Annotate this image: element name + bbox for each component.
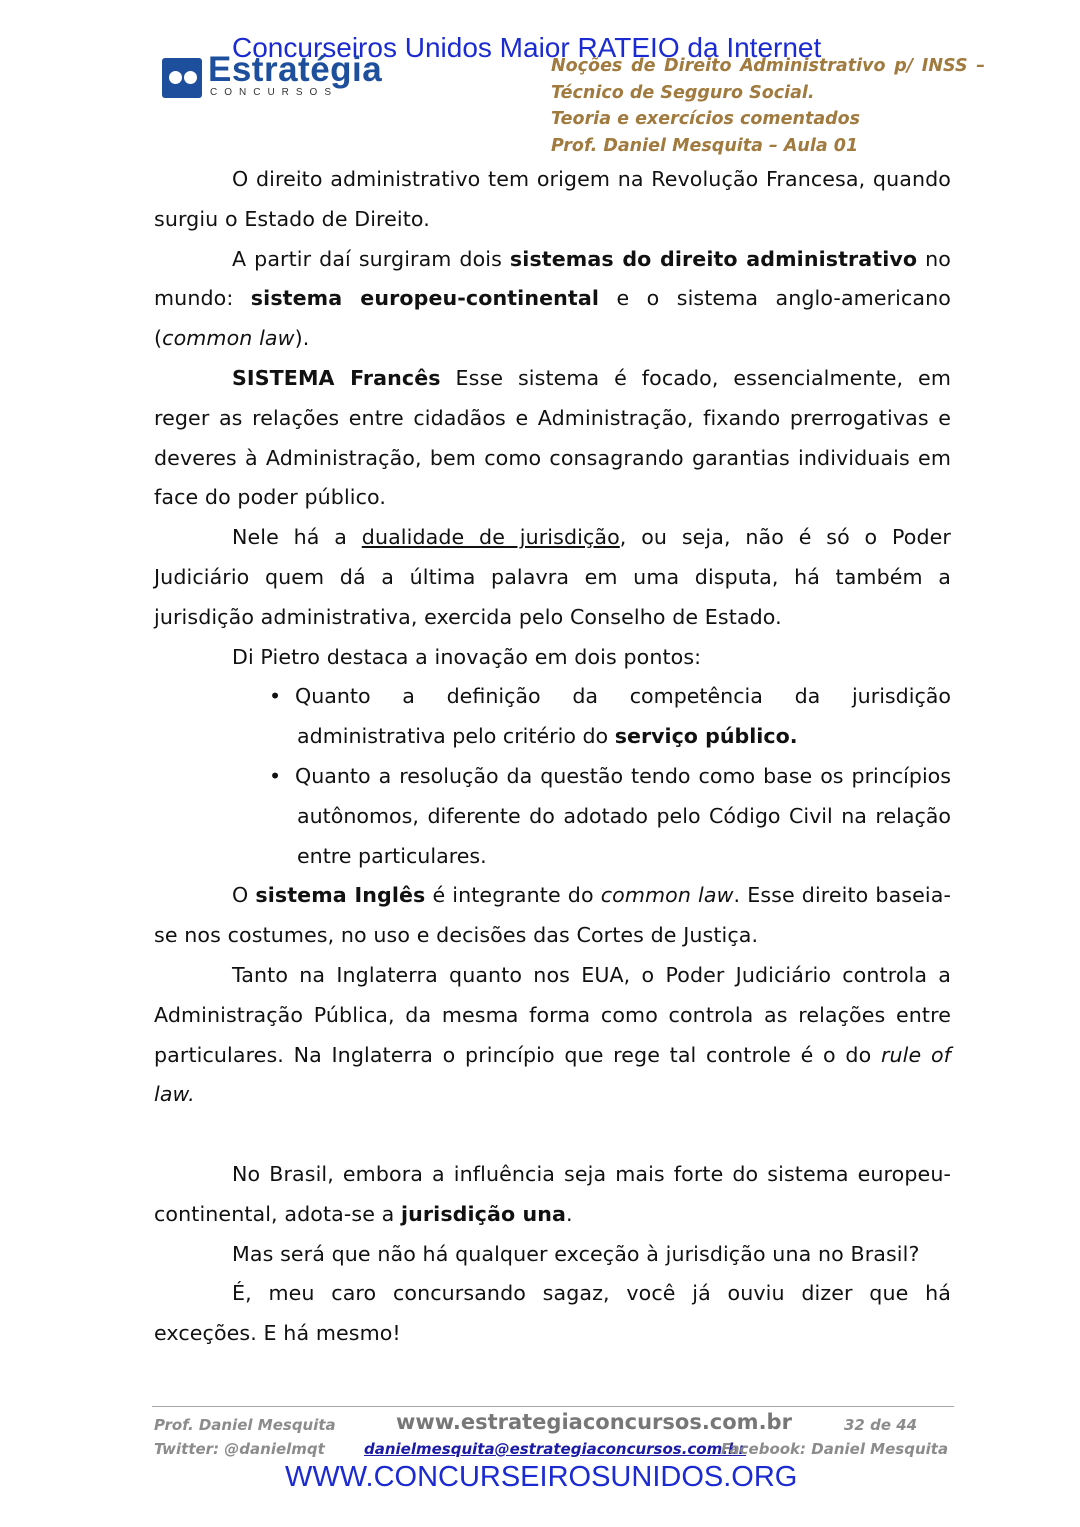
text-span: Quanto a resolução da questão tendo como base os princípios autônomos, diferente do adotado pelo Código Civil na relação entre particulares. <box>295 763 951 868</box>
page-header <box>551 53 985 159</box>
watermark-top: Concurseiros Unidos Maior RATEIO da Internet <box>232 32 822 63</box>
footer-twitter: Twitter: @danielmqt <box>154 1440 325 1458</box>
text-span: . <box>566 1201 573 1226</box>
bold-term: SISTEMA Francês <box>232 365 441 390</box>
bullet-item <box>264 677 951 757</box>
text-span: Esse sistema é focado, essencialmente, em reger as relações entre cidadãos e Administração, fixando prerrogativas e deveres à Administração, bem como consagrando garantias individuais em face do poder público. <box>154 365 951 510</box>
bullet-list <box>154 677 951 876</box>
bullet-item <box>264 757 951 876</box>
blank-line <box>154 1115 951 1155</box>
text-span: no mundo: <box>154 246 951 311</box>
footer-site-link[interactable]: www.estrategiaconcursos.com.br <box>396 1410 792 1434</box>
text-span: No Brasil, embora a influência seja mais forte do sistema europeu-continental, adota-se a <box>154 1161 951 1226</box>
logo-sub: CONCURSOS <box>210 87 339 98</box>
header-line-role: Técnico de Segguro Social. <box>551 82 815 103</box>
bold-term: sistema Inglês <box>255 883 426 908</box>
italic-term: common law <box>162 326 295 351</box>
text-span: é integrante do <box>425 883 601 908</box>
footer-author: Prof. Daniel Mesquita <box>154 1416 336 1434</box>
footer-divider <box>152 1406 954 1407</box>
paragraph-question: Mas será que não há qualquer exceção à jurisdição una no Brasil? <box>232 1241 920 1266</box>
document-body <box>154 160 951 1354</box>
bullet-dot-icon: • <box>269 763 282 788</box>
logo-brand: Estratégia <box>208 50 383 89</box>
text-span: A partir daí surgiram dois <box>232 246 510 271</box>
header-line-type: Teoria e exercícios comentados <box>551 109 861 129</box>
italic-term: common law <box>600 883 734 908</box>
watermark-bottom: WWW.CONCURSEIROSUNIDOS.ORG <box>285 1461 798 1493</box>
italic-term: rule of law. <box>154 1042 951 1107</box>
paragraph-origin: O direito administrativo tem origem na Revolução Francesa, quando surgiu o Estado de Direito. <box>154 167 951 231</box>
paragraph-brazil <box>154 1155 951 1235</box>
footer-email-link[interactable]: danielmesquita@estrategiaconcursos.com.br <box>364 1440 747 1458</box>
bold-term: serviço público. <box>614 724 798 749</box>
paragraph-di-pietro: Di Pietro destaca a inovação em dois pontos: <box>232 644 702 669</box>
header-line-lesson: Prof. Daniel Mesquita – Aula 01 <box>551 135 859 156</box>
bold-term: sistema europeu-continental <box>250 286 600 311</box>
text-span: ). <box>294 326 310 351</box>
text-span: . Esse direito baseia-se nos costumes, no uso e decisões das Cortes de Justiça. <box>154 883 951 948</box>
header-line-course: Noções de Direito Administrativo p/ INSS – <box>551 56 985 76</box>
text-span: Quanto a definição da competência da jurisdição administrativa pelo critério do <box>295 684 951 749</box>
page-footer <box>154 1412 954 1462</box>
text-span: Nele há a <box>232 525 362 550</box>
paragraph-systems <box>154 240 951 359</box>
paragraph-french-system <box>154 359 951 518</box>
text-span: e o sistema anglo-americano ( <box>154 286 951 351</box>
text-span: O <box>232 883 256 908</box>
paragraph-dual-jurisdiction <box>154 518 951 637</box>
underlined-term: dualidade de jurisdição <box>361 525 620 550</box>
text-span: , ou seja, não é só o Poder Judiciário quem dá a última palavra em uma disputa, há também a jurisdição administrativa, exercida pelo Conselho de Estado. <box>154 525 951 629</box>
footer-facebook: Facebook: Daniel Mesquita <box>721 1440 949 1458</box>
bold-term: sistemas do direito administrativo <box>509 246 918 271</box>
bullet-dot-icon: • <box>269 684 282 709</box>
owl-icon <box>162 58 202 98</box>
paragraph-english-system <box>154 876 951 956</box>
paragraph-answer: É, meu caro concursando sagaz, você já ouviu dizer que há exceções. E há mesmo! <box>154 1281 951 1346</box>
paragraph-england-usa <box>154 956 951 1115</box>
footer-page-number: 32 de 44 <box>844 1416 918 1434</box>
text-span: Tanto na Inglaterra quanto nos EUA, o Poder Judiciário controla a Administração Pública, da mesma forma como controla as relações entre particulares. Na Inglaterra o princípio que rege tal controle é o do <box>154 962 951 1067</box>
bold-term: jurisdição una <box>400 1201 567 1226</box>
